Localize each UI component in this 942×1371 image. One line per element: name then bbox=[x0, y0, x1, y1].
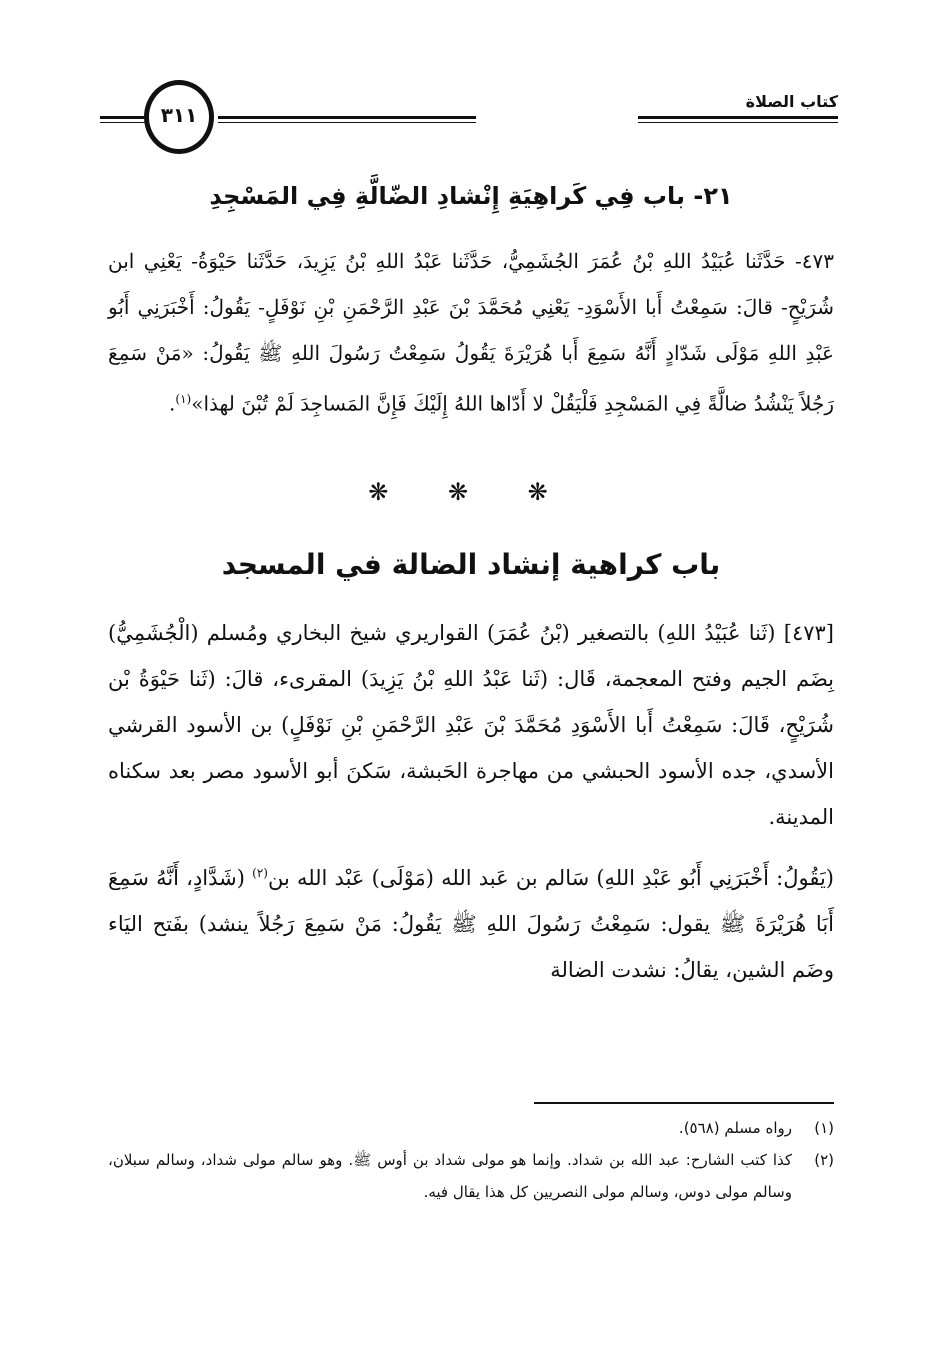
page-number-badge bbox=[144, 80, 214, 154]
footnote-rule bbox=[534, 1102, 834, 1104]
hadith-body: ٤٧٣- حَدَّثَنا عُبَيْدُ اللهِ بْنُ عُمَرَ الجُشَمِيُّ، حَدَّثَنا عَبْدُ اللهِ بْنُ يَزِيدَ، حَدَّثَنا حَيْوَةُ- يَعْنِي ابن شُرَيْحٍ- قالَ: سَمِعْتُ أَبا الأَسْوَدِ- يَعْنِي مُحَمَّدَ بْنَ عَبْدِ الرَّحْمَنِ بْنِ نَوْفَلٍ- يَقُولُ: أَخْبَرَنِي أَبُو عَبْدِ اللهِ مَوْلَى شَدّادٍ أَنَّهُ سَمِعَ أَبا هُرَيْرَةَ يَقُولُ سَمِعْتُ رَسُولَ اللهِ ﷺ يَقُولُ: «مَنْ سَمِعَ رَجُلاً يَنْشُدُ ضالَّةً فِي المَسْجِدِ فَلْيَقُلْ لا أَدّاها اللهُ إِلَيْكَ فَإِنَّ المَساجِدَ لَمْ تُبْنَ لهذا» bbox=[108, 249, 834, 416]
header-rule-middle bbox=[218, 116, 476, 123]
running-header bbox=[100, 78, 838, 158]
hadith-text bbox=[108, 238, 834, 427]
running-title: كتاب الصلاة bbox=[745, 92, 838, 111]
hadith-end: . bbox=[169, 391, 176, 416]
footnote-1 bbox=[108, 1112, 834, 1144]
section-separator: ❋ ❋ ❋ bbox=[368, 478, 574, 506]
page-number: ٣١١ bbox=[160, 103, 198, 127]
commentary-heading: باب كراهية إنشاد الضالة في المسجد bbox=[221, 548, 721, 581]
commentary-paragraph-2 bbox=[108, 850, 834, 993]
footnote-text: كذا كتب الشارح: عبد الله بن شداد. وإنما هو مولى شداد بن أوس ﷺ. وهو سالم مولى شداد، وسالم سبلان، وسالم مولى دوس، وسالم مولى النصريين كل هذا يقال فيه. bbox=[108, 1151, 792, 1201]
footnote-ref-1: (١) bbox=[175, 392, 192, 406]
commentary-paragraph-2-rest: (شَدَّادٍ، أَنَّهُ سَمِعَ أَبَا هُرَيْرَةَ ﷺ يقول: سَمِعْتُ رَسُولَ اللهِ ﷺ يَقُولُ: مَنْ سَمِعَ رَجُلاً ينشد) بفَتح اليَاء وضَم الشين، يقالُ: نشدت الضالة bbox=[108, 866, 834, 982]
footnote-number: (٢) bbox=[814, 1151, 834, 1169]
header-rule-left bbox=[100, 116, 148, 123]
commentary-paragraph-1: [٤٧٣] (ثَنا عُبَيْدُ اللهِ) بالتصغير (بْنُ عُمَرَ) القواريري شيخ البخاري ومُسلم (الْجُشَمِيُّ) بِضَم الجيم وفتح المعجمة، قَال: (ثَنا عَبْدُ اللهِ بْنُ يَزِيدَ) المقرىء، قالَ: (ثَنا حَيْوَةُ بْن شُرَيْحٍ، قَالَ: سَمِعْتُ أَبا الأَسْوَدِ مُحَمَّدَ بْنَ عَبْدِ الرَّحْمَنِ بْنِ نَوْفَلٍ) بن الأسود القرشي الأسدي، جده الأسود الحبشي من مهاجرة الحَبشة، سَكنَ أبو الأسود مصر بعد سكناه المدينة. bbox=[108, 621, 834, 829]
commentary-paragraph-2-start: (يَقُولُ: أَخْبَرَنِي أَبُو عَبْدِ اللهِ) سَالم بن عَبد الله (مَوْلَى) عَبْد الله بن bbox=[267, 866, 834, 890]
footnote-ref-2: (٢) bbox=[252, 866, 268, 880]
commentary-text bbox=[108, 610, 834, 1003]
footnote-text: رواه مسلم (٥٦٨). bbox=[678, 1119, 792, 1137]
footnote-number: (١) bbox=[814, 1119, 834, 1137]
chapter-heading: ٢١- باب فِي كَراهِيَةِ إِنْشادِ الضّالَّةِ فِي المَسْجِدِ bbox=[209, 182, 733, 210]
header-rule-right bbox=[638, 116, 838, 123]
footnotes bbox=[108, 1112, 834, 1208]
footnote-2 bbox=[108, 1144, 834, 1208]
